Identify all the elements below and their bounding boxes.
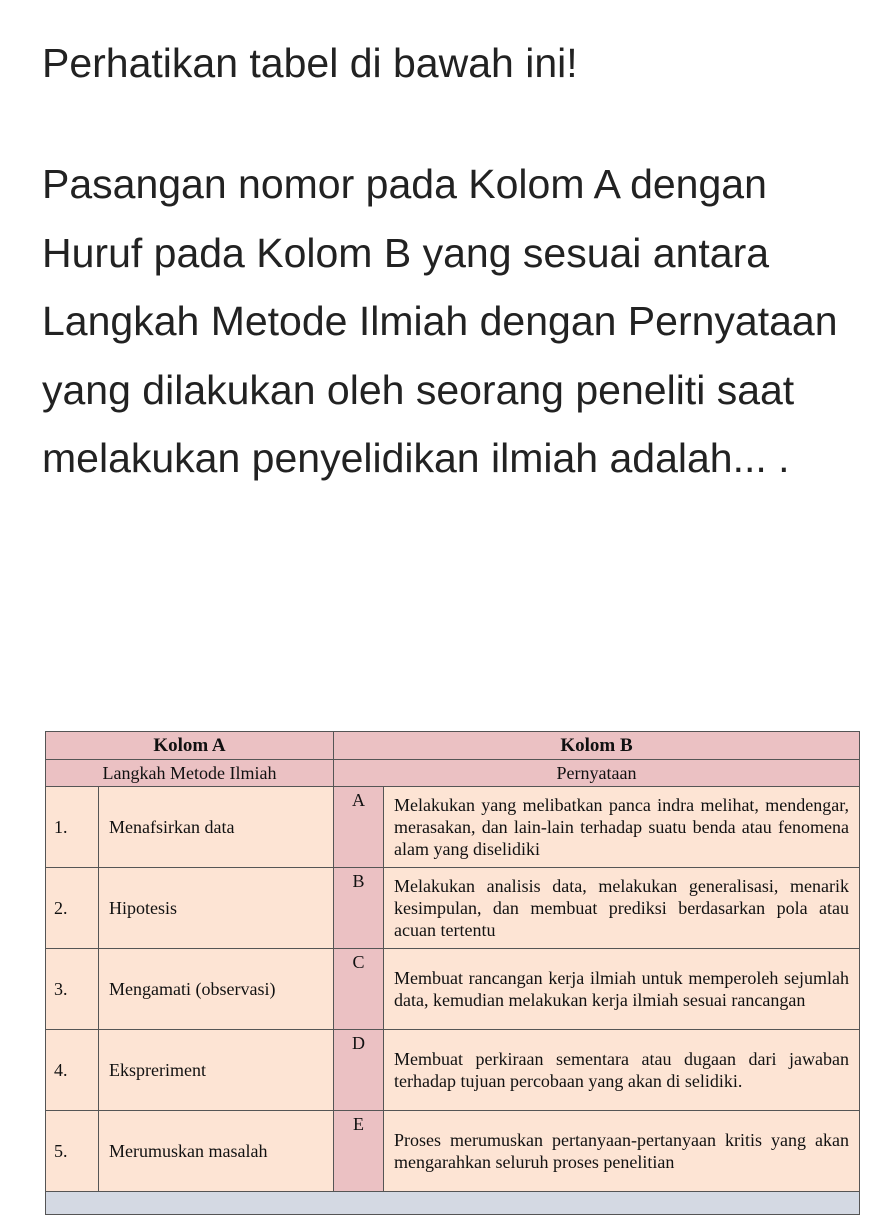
langkah-cell: Merumuskan masalah <box>99 1111 334 1192</box>
letter-cell: C <box>334 949 384 1030</box>
col-b-title: Kolom B <box>334 732 860 760</box>
langkah-cell: Hipotesis <box>99 868 334 949</box>
col-b-subtitle: Pernyataan <box>334 760 860 787</box>
col-a-subtitle: Langkah Metode Ilmiah <box>46 760 334 787</box>
letter-cell: E <box>334 1111 384 1192</box>
matching-table <box>45 731 860 1215</box>
row-number: 2. <box>46 868 99 949</box>
row-number: 1. <box>46 787 99 868</box>
langkah-cell: Ekspreriment <box>99 1030 334 1111</box>
header-row-subtitles <box>46 760 860 787</box>
table-row <box>46 1111 860 1192</box>
col-a-title: Kolom A <box>46 732 334 760</box>
row-number: 5. <box>46 1111 99 1192</box>
pernyataan-cell: Membuat perkiraan sementara atau dugaan dari jawaban terhadap tujuan percobaan yang akan di selidiki. <box>384 1030 860 1111</box>
footer-row <box>46 1192 860 1215</box>
row-number: 3. <box>46 949 99 1030</box>
letter-cell: D <box>334 1030 384 1111</box>
table-row <box>46 868 860 949</box>
footer-cell <box>46 1192 860 1215</box>
pernyataan-cell: Proses merumuskan pertanyaan-pertanyaan kritis yang akan mengarahkan seluruh proses penelitian <box>384 1111 860 1192</box>
pernyataan-cell: Melakukan yang melibatkan panca indra melihat, mendengar, merasakan, dan lain-lain terhadap suatu benda atau fenomena alam yang diselidiki <box>384 787 860 868</box>
letter-cell: B <box>334 868 384 949</box>
table-row <box>46 949 860 1030</box>
header-row-titles <box>46 732 860 760</box>
langkah-cell: Mengamati (observasi) <box>99 949 334 1030</box>
table-row <box>46 787 860 868</box>
pernyataan-cell: Membuat rancangan kerja ilmiah untuk memperoleh sejumlah data, kemudian melakukan kerja ilmiah sesuai rancangan <box>384 949 860 1030</box>
table-row <box>46 1030 860 1111</box>
letter-cell: A <box>334 787 384 868</box>
langkah-cell: Menafsirkan data <box>99 787 334 868</box>
question-heading: Perhatikan tabel di bawah ini! <box>42 40 578 86</box>
row-number: 4. <box>46 1030 99 1111</box>
pernyataan-cell: Melakukan analisis data, melakukan generalisasi, menarik kesimpulan, dan membuat prediksi berdasarkan pola atau acuan tertentu <box>384 868 860 949</box>
question-text: Pasangan nomor pada Kolom A dengan Huruf pada Kolom B yang sesuai antara Langkah Metode Ilmiah dengan Pernyataan yang dilakukan oleh seorang peneliti saat melakukan penyelidikan ilmiah adalah... . <box>42 161 838 481</box>
